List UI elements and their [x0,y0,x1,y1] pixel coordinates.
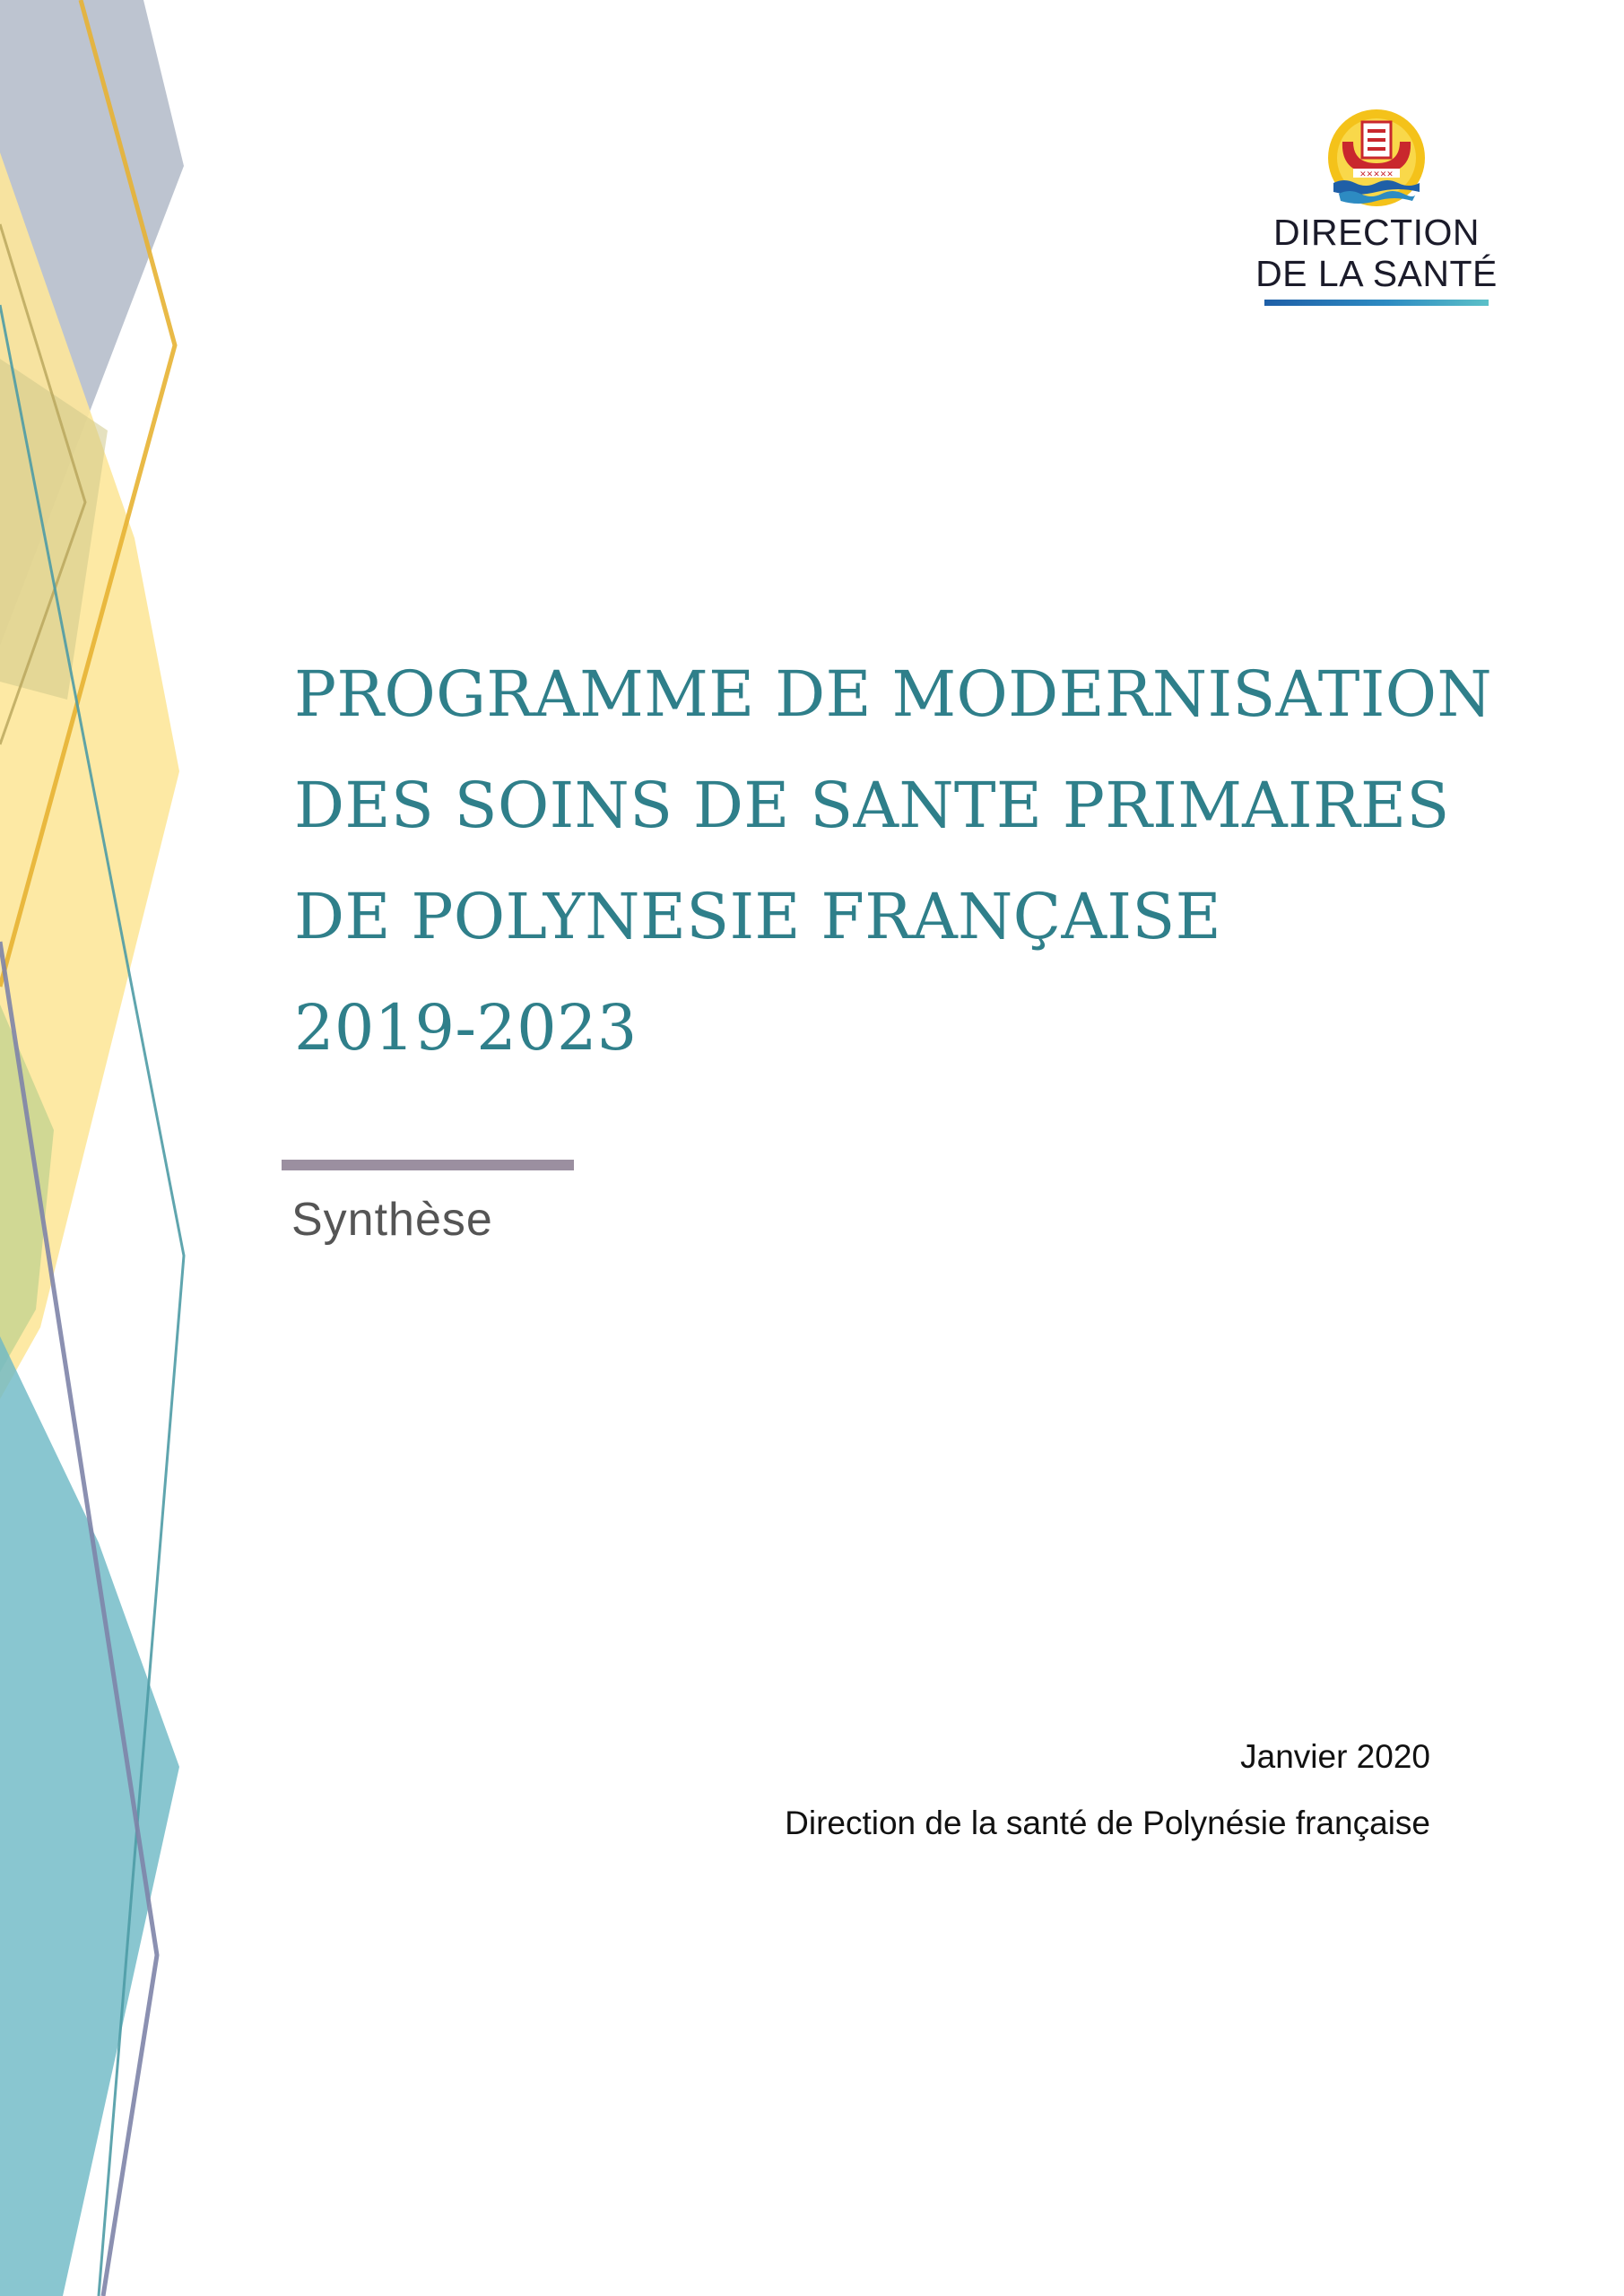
decor-teal-chevron [0,1336,179,2296]
logo-underline [1264,300,1489,306]
logo-text-line1: DIRECTION [1273,212,1480,253]
title-line-2: DES SOINS DE SANTE PRIMAIRES [294,769,1450,842]
document-subtitle: Synthèse [291,1194,493,1246]
publisher-organization: Direction de la santé de Polynésie française [785,1805,1430,1841]
title-divider [282,1160,574,1170]
publication-date: Janvier 2020 [1240,1738,1430,1775]
document-footer [785,1724,1430,1857]
direction-sante-logo [1255,106,1498,306]
document-title [294,639,1492,1083]
polynesia-coat-of-arms-icon [1323,106,1430,212]
title-line-3: DE POLYNESIE FRANÇAISE [294,880,1221,953]
title-line-4: 2019-2023 [294,991,638,1065]
logo-text-line2: DE LA SANTÉ [1255,253,1498,294]
title-line-1: PROGRAMME DE MODERNISATION [294,657,1492,731]
svg-text:✕✕✕✕✕: ✕✕✕✕✕ [1359,170,1394,179]
